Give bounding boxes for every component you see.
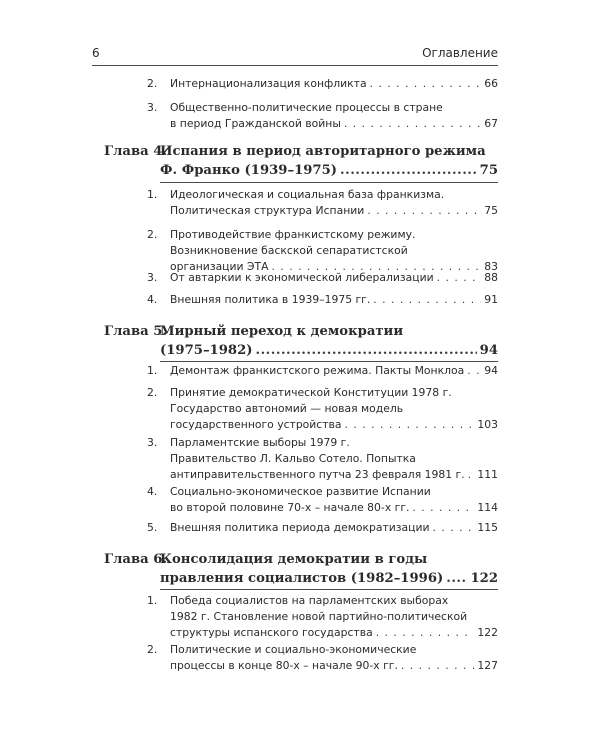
section-number: 3. bbox=[147, 101, 158, 114]
page-ref: 88 bbox=[484, 271, 498, 284]
leader-dots bbox=[412, 500, 474, 516]
page-ref: 111 bbox=[477, 468, 498, 481]
section-number: 1. bbox=[147, 594, 158, 607]
section-title: Интернационализация конфликта . . . 66 bbox=[170, 76, 498, 92]
page-ref: 122 bbox=[470, 571, 498, 586]
page-ref: 67 bbox=[484, 117, 498, 130]
section-number: 2. bbox=[147, 386, 158, 399]
page-ref: 83 bbox=[484, 260, 498, 273]
page-ref: 66 bbox=[484, 77, 498, 90]
page-ref: 75 bbox=[479, 163, 498, 178]
leader-dots bbox=[401, 658, 474, 674]
leader-dots bbox=[344, 116, 481, 132]
section-title: Внешняя политика в 1939–1975 гг. . . . 91 bbox=[170, 292, 498, 308]
section-title: Идеологическая и социальная база франкизма. Политическая структура Испании . . . 75 bbox=[170, 187, 498, 219]
section-title: Социально-экономическое развитие Испании во второй половине 70-х – начале 80-х гг. . . . 114 bbox=[170, 484, 498, 516]
running-header bbox=[92, 46, 498, 64]
leader-dots bbox=[367, 203, 481, 219]
page-ref: 75 bbox=[484, 204, 498, 217]
section-number: 4. bbox=[147, 485, 158, 498]
section-title: Противодействие франкистскому режиму. Возникновение баскской сепаратистской организации ЭТА . . . 83 bbox=[170, 227, 498, 275]
page-number: 6 bbox=[92, 46, 100, 60]
section-number: 2. bbox=[147, 77, 158, 90]
page-ref: 103 bbox=[477, 418, 498, 431]
chapter-5-rule bbox=[160, 361, 498, 362]
section-title: Парламентские выборы 1979 г. Правительство Л. Кальво Сотело. Попытка антиправительственного путча 23 февраля 1981 г. . . . 111 bbox=[170, 435, 498, 483]
leader-dots bbox=[437, 270, 482, 286]
chapter-number: Глава 5. bbox=[104, 324, 168, 339]
header-rule bbox=[92, 65, 498, 66]
leader-dots bbox=[370, 76, 482, 92]
section-number: 1. bbox=[147, 364, 158, 377]
chapter-title: Мирный переход к демократии (1975–1982) ..... 94 bbox=[160, 322, 498, 360]
page-ref: 127 bbox=[477, 659, 498, 672]
chapter-4-rule bbox=[160, 182, 498, 183]
section-number: 2. bbox=[147, 643, 158, 656]
page-ref: 115 bbox=[477, 521, 498, 534]
leader-dots bbox=[467, 363, 481, 379]
section-title: Демонтаж франкистского режима. Пакты Монклоа . . . 94 bbox=[170, 363, 498, 379]
page-ref: 91 bbox=[484, 293, 498, 306]
leader-dots bbox=[345, 417, 475, 433]
chapter-title: Испания в период авторитарного режима Ф. Франко (1939–1975) ..... 75 bbox=[160, 142, 498, 180]
section-title: Политические и социально-экономические процессы в конце 80-х – начале 90-х гг. . . . 127 bbox=[170, 642, 498, 674]
chapter-number: Глава 6. bbox=[104, 552, 168, 567]
section-title: От автаркии к экономической либерализации . . . 88 bbox=[170, 270, 498, 286]
leader-dots bbox=[373, 292, 481, 308]
leader-dots bbox=[446, 569, 467, 588]
leader-dots bbox=[468, 467, 475, 483]
chapter-6-rule bbox=[160, 589, 498, 590]
page-ref: 114 bbox=[477, 501, 498, 514]
page-ref: 122 bbox=[477, 626, 498, 639]
section-title: Победа социалистов на парламентских выборах 1982 г. Становление новой партийно-политической структуры испанского государства . . . 122 bbox=[170, 593, 498, 641]
section-number: 4. bbox=[147, 293, 158, 306]
page-ref: 94 bbox=[484, 364, 498, 377]
section-number: 3. bbox=[147, 436, 158, 449]
section-title: Принятие демократической Конституции 1978 г. Государство автономий — новая модель государственного устройства . . . 103 bbox=[170, 385, 498, 433]
leader-dots bbox=[433, 520, 475, 536]
leader-dots bbox=[376, 625, 475, 641]
section-number: 3. bbox=[147, 271, 158, 284]
section-title: Общественно-политические процессы в стране в период Гражданской войны . . . 67 bbox=[170, 100, 498, 132]
section-title: Внешняя политика периода демократизации . . . 115 bbox=[170, 520, 498, 536]
chapter-number: Глава 4. bbox=[104, 144, 168, 159]
leader-dots bbox=[255, 341, 476, 360]
header-title: Оглавление bbox=[422, 46, 498, 60]
page-ref: 94 bbox=[479, 343, 498, 358]
section-number: 1. bbox=[147, 188, 158, 201]
section-number: 5. bbox=[147, 521, 158, 534]
chapter-title: Консолидация демократии в годы правления социалистов (1982–1996) ..... 122 bbox=[160, 550, 498, 588]
leader-dots bbox=[340, 161, 477, 180]
section-number: 2. bbox=[147, 228, 158, 241]
